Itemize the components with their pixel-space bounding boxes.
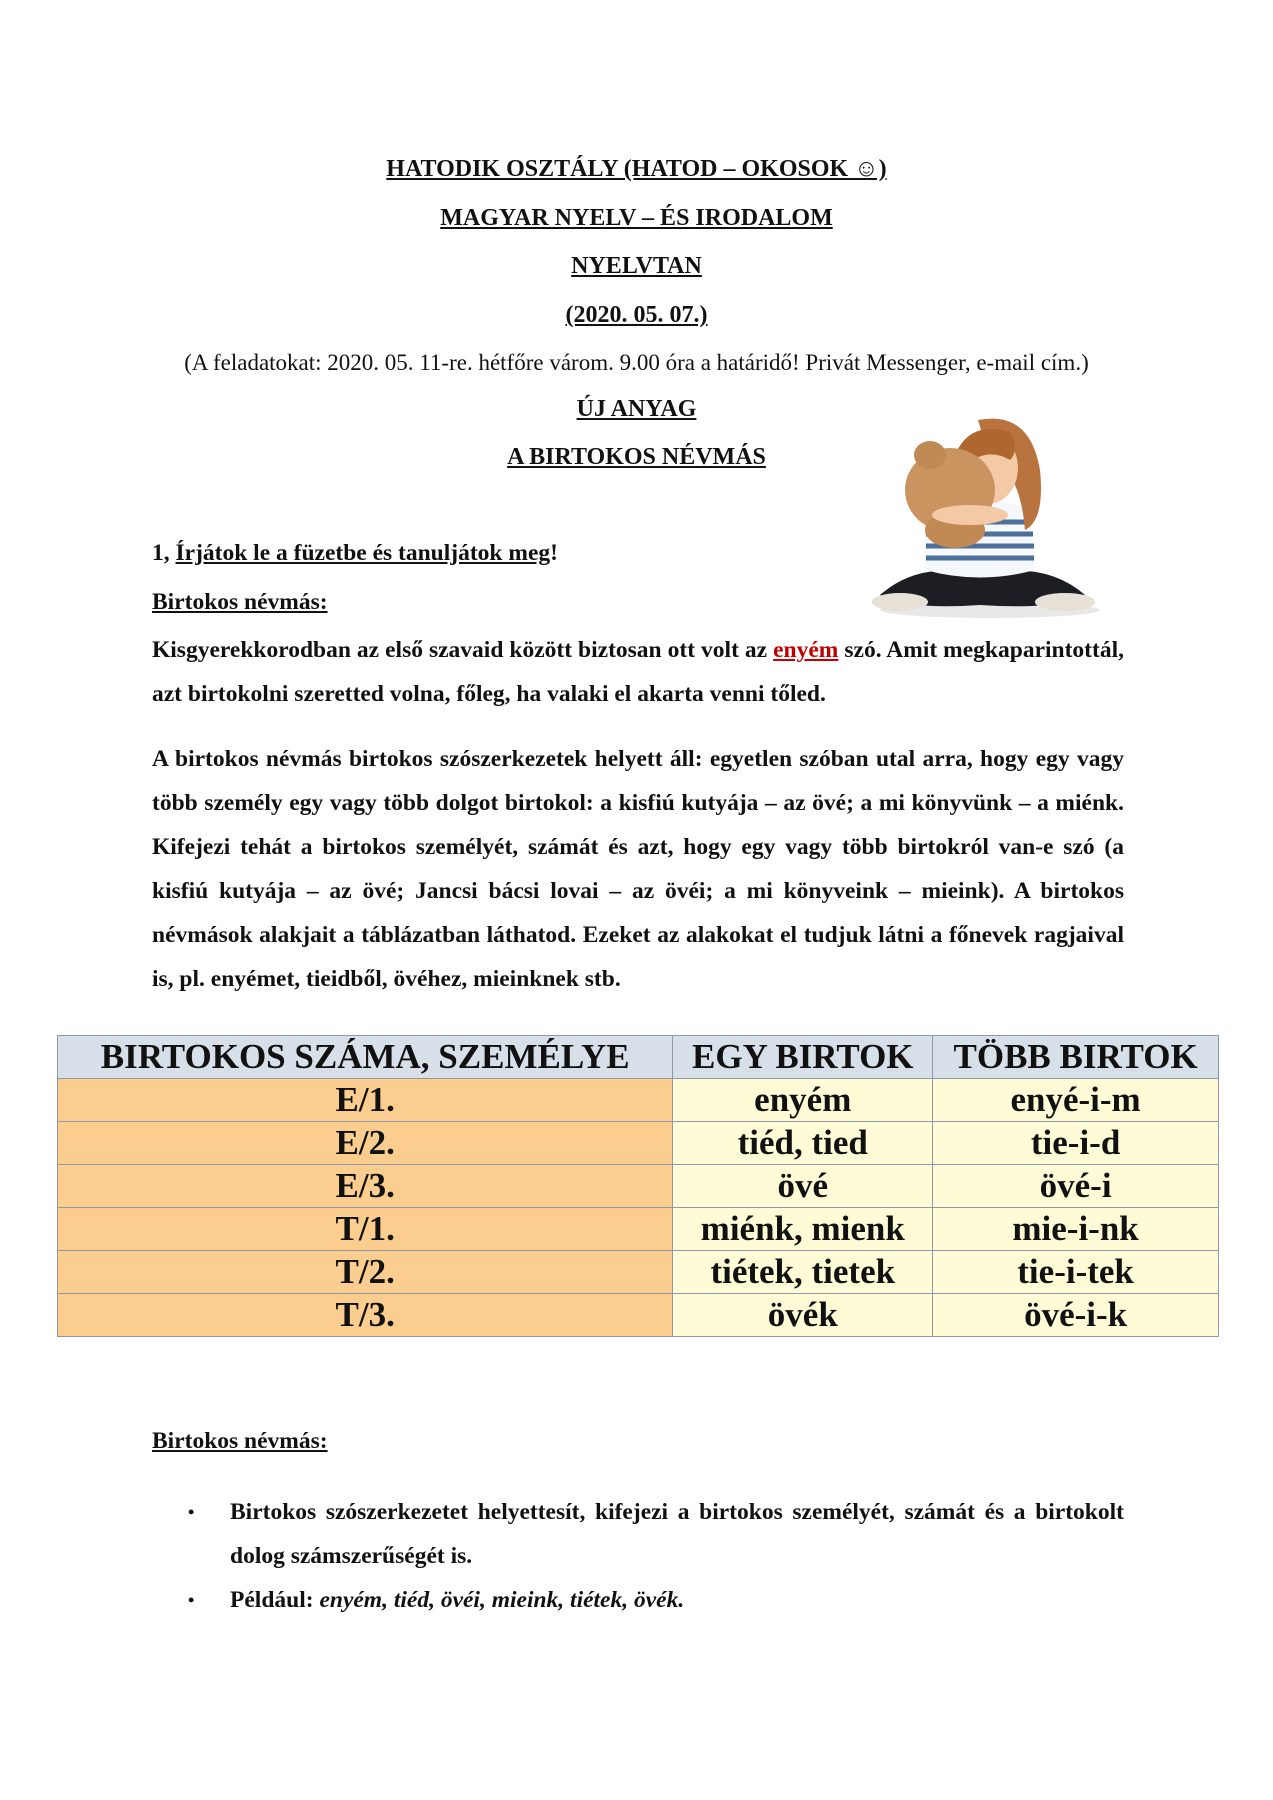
task-number: 1, <box>152 540 176 566</box>
table-row <box>58 1208 1219 1251</box>
bullet-lead: Például: <box>230 1587 320 1613</box>
explanation-paragraph: A birtokos névmás birtokos szószerkezetek helyett áll: egyetlen szóban utal arra, hogy egy vagy több személy egy vagy több dolgot birtokol: a kisfiú kutyája – az övé; a mi könyvünk – a miénk. Kifejezi tehát a birtokos személyét, számát és azt, hogy egy vagy több birtokról van-e szó (a kisfiú kutyája – az övé; Jancsi bácsi lovai – az övéi; a mi könyveink – mieink). A birtokos névmások alakjait a táblázatban láthatod. Ezeket az alakokat el tudjuk látni a főnevek ragjaival is, pl. enyémet, tieidből, övéhez, mieinknek stb. <box>152 746 1124 992</box>
task-end: ! <box>550 540 558 566</box>
girl-with-teddy-image <box>860 410 1100 620</box>
header-multiple: TÖBB BIRTOK <box>933 1036 1219 1079</box>
task-instruction <box>152 540 558 567</box>
single-cell: tiéd, tied <box>673 1122 933 1165</box>
table-row <box>58 1165 1219 1208</box>
single-cell: tiétek, tietek <box>673 1251 933 1294</box>
person-cell: E/3. <box>58 1165 673 1208</box>
person-cell: T/1. <box>58 1208 673 1251</box>
person-cell: E/2. <box>58 1122 673 1165</box>
single-cell: enyém <box>673 1079 933 1122</box>
summary-list <box>152 1490 1124 1622</box>
possessive-pronoun-table <box>57 1035 1219 1337</box>
multiple-cell: övé-i-k <box>933 1294 1219 1337</box>
table-header-row <box>58 1036 1219 1079</box>
topic-title: A BIRTOKOS NÉVMÁS <box>507 444 766 470</box>
title-subject: MAGYAR NYELV – ÉS IRODALOM <box>440 205 833 231</box>
table-row <box>58 1079 1219 1122</box>
person-cell: T/3. <box>58 1294 673 1337</box>
multiple-cell: enyé-i-m <box>933 1079 1219 1122</box>
table-row <box>58 1251 1219 1294</box>
list-item <box>152 1490 1124 1578</box>
intro-text-1: Kisgyerekkorodban az első szavaid között biztosan ott volt az <box>152 637 774 663</box>
table-row <box>58 1122 1219 1165</box>
intro-text-2: szó. Amit megkaparintottál, azt birtokolni szeretted volna, főleg, ha valaki el akarta venni tőled. <box>152 637 1124 707</box>
highlight-word: enyém <box>773 637 839 663</box>
single-cell: miénk, mienk <box>673 1208 933 1251</box>
bullet-icon: • <box>188 1590 195 1610</box>
person-cell: T/2. <box>58 1251 673 1294</box>
section-title: ÚJ ANYAG <box>576 396 697 422</box>
bullet-icon: • <box>188 1502 195 1522</box>
intro-label: Birtokos névmás: <box>152 589 328 615</box>
single-cell: övé <box>673 1165 933 1208</box>
person-cell: E/1. <box>58 1079 673 1122</box>
bullet-text: Birtokos szószerkezetet helyettesít, kifejezi a birtokos személyét, számát és a birtokolt dolog számszerűségét is. <box>230 1499 1124 1569</box>
header-owner: BIRTOKOS SZÁMA, SZEMÉLYE <box>58 1036 673 1079</box>
intro-paragraph <box>152 628 1124 716</box>
list-item <box>152 1578 1124 1622</box>
single-cell: övék <box>673 1294 933 1337</box>
multiple-cell: övé-i <box>933 1165 1219 1208</box>
title-topic-area: NYELVTAN <box>571 253 702 279</box>
title-date: (2020. 05. 07.) <box>565 302 708 328</box>
deadline-note: (A feladatokat: 2020. 05. 11-re. hétfőre várom. 9.00 óra a határidő! Privát Messenger, e-mail cím.) <box>184 350 1089 375</box>
bullet-examples: enyém, tiéd, övéi, mieink, tiétek, övék. <box>319 1587 685 1613</box>
title-grade: HATODIK OSZTÁLY (HATOD – OKOSOK ☺) <box>386 156 887 182</box>
multiple-cell: tie-i-d <box>933 1122 1219 1165</box>
table-row <box>58 1294 1219 1337</box>
header-single: EGY BIRTOK <box>673 1036 933 1079</box>
multiple-cell: tie-i-tek <box>933 1251 1219 1294</box>
multiple-cell: mie-i-nk <box>933 1208 1219 1251</box>
task-text: Írjátok le a füzetbe és tanuljátok meg <box>175 540 551 566</box>
summary-label: Birtokos névmás: <box>152 1428 328 1454</box>
